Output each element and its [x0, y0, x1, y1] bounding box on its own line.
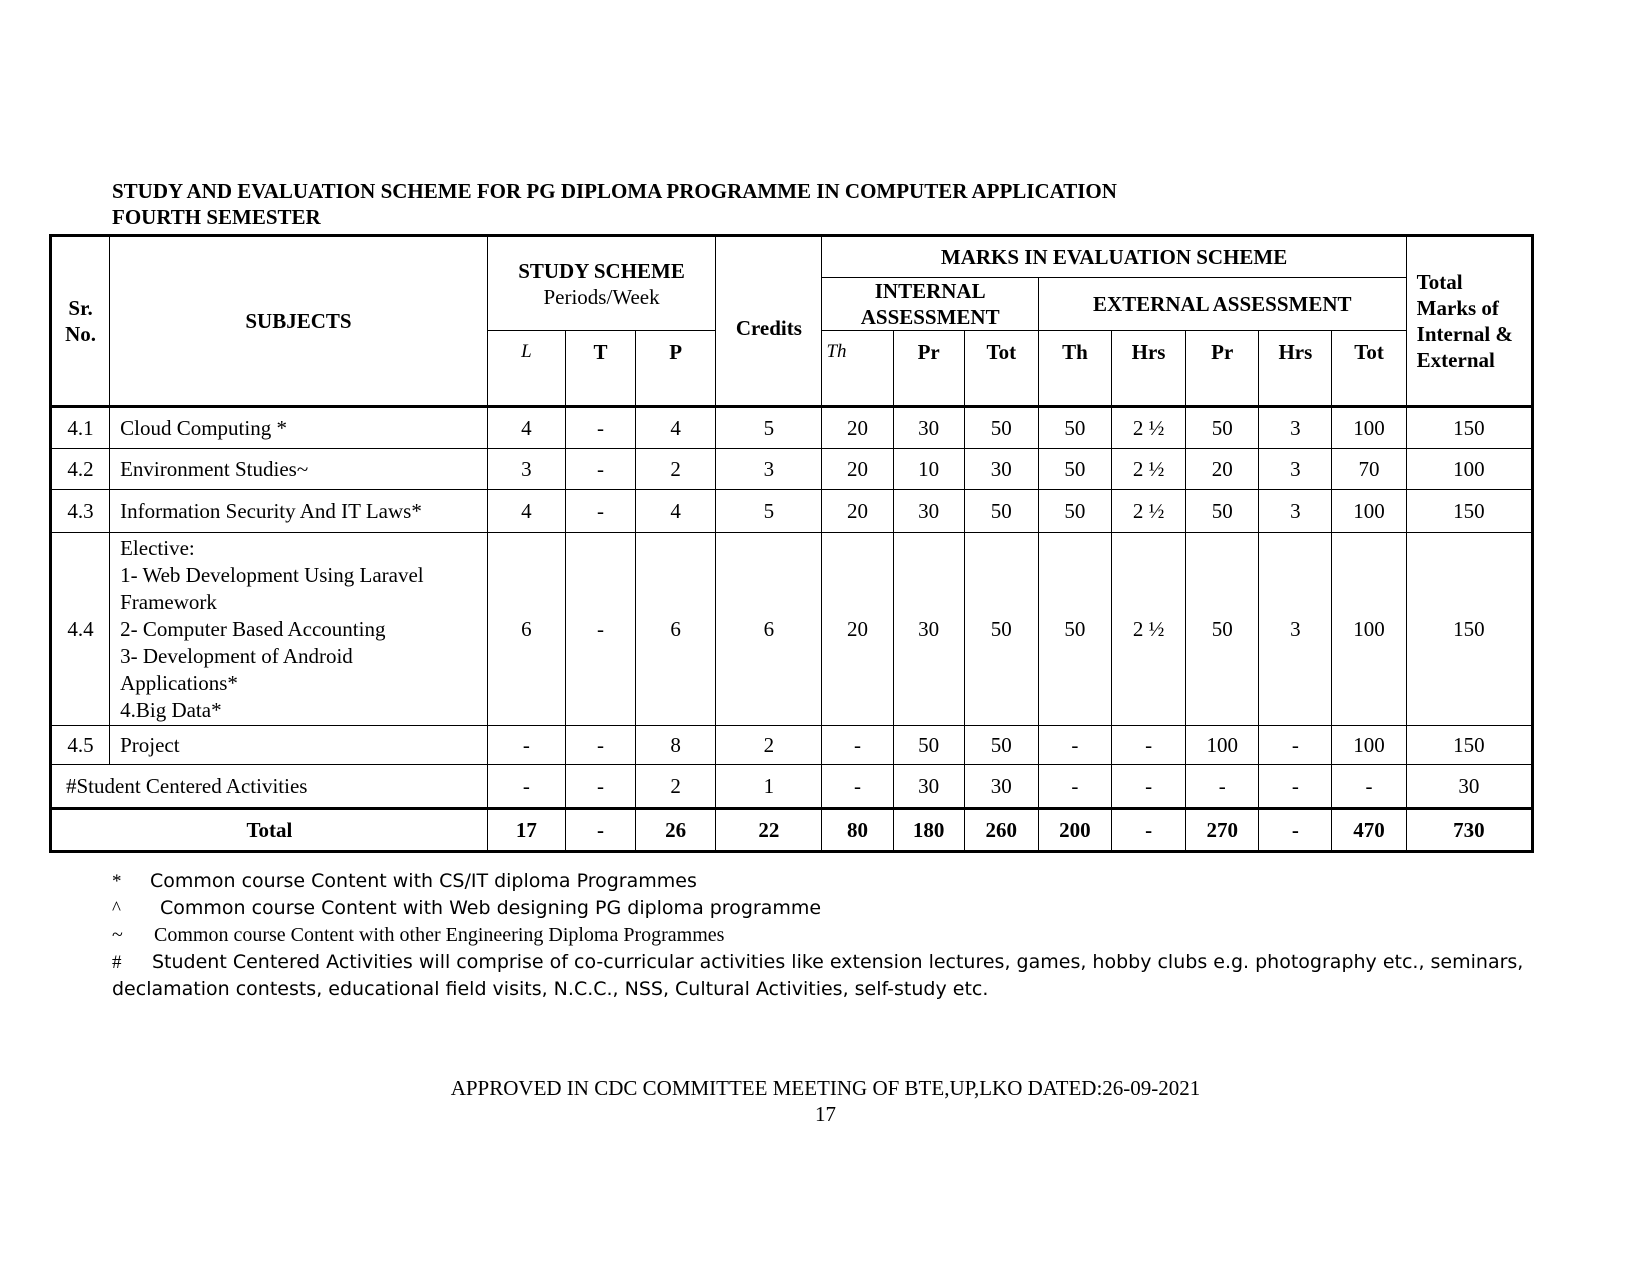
cell-ext-hrs-1: 2 ½ — [1112, 449, 1186, 490]
cell-p: 6 — [636, 533, 716, 726]
study-scheme-label: STUDY SCHEME — [518, 258, 685, 283]
cell-t: - — [565, 407, 635, 449]
cell-ext-pr: 100 — [1186, 726, 1259, 765]
total-int-pr: 180 — [893, 809, 964, 852]
cell-ext-hrs-1: 2 ½ — [1112, 533, 1186, 726]
cell-int-pr: 10 — [893, 449, 964, 490]
header-marks: MARKS IN EVALUATION SCHEME — [822, 236, 1406, 278]
elective-line: Framework — [120, 590, 217, 614]
header-study-scheme — [487, 236, 715, 331]
evaluation-scheme-table — [49, 234, 1534, 853]
periods-week-label: Periods/Week — [543, 284, 660, 309]
footnote-continuation: declamation contests, educational field visits, N.C.C., NSS, Cultural Activities, self-study etc. — [112, 978, 989, 1000]
cell-total: 150 — [1406, 726, 1532, 765]
cell-int-pr: 30 — [893, 533, 964, 726]
cell-ext-tot: 100 — [1332, 407, 1406, 449]
table-row — [51, 449, 1533, 490]
cell-sr: 4.3 — [51, 490, 110, 533]
total-ext-hrs-2: - — [1259, 809, 1332, 852]
cell-ext-th: 50 — [1038, 449, 1111, 490]
footnote — [112, 922, 1592, 949]
total-ext-tot: 470 — [1332, 809, 1406, 852]
header-ext-hrs-2: Hrs — [1259, 331, 1332, 407]
elective-line: 2- Computer Based Accounting — [120, 617, 386, 641]
cell-subject: Cloud Computing * — [110, 407, 488, 449]
cell-ext-hrs-2: 3 — [1259, 490, 1332, 533]
cell-ext-hrs-1: 2 ½ — [1112, 490, 1186, 533]
cell-int-th: 20 — [822, 407, 893, 449]
table-row — [51, 490, 1533, 533]
total-marks: 730 — [1406, 809, 1532, 852]
cell-ext-th: 50 — [1038, 490, 1111, 533]
cell-l: 6 — [487, 533, 565, 726]
header-t: T — [565, 331, 635, 407]
cell-int-tot: 50 — [964, 490, 1038, 533]
cell-ext-tot: 100 — [1332, 533, 1406, 726]
header-external: EXTERNAL ASSESSMENT — [1038, 278, 1406, 331]
cell-ext-hrs-2: - — [1259, 765, 1332, 809]
cell-ext-pr: - — [1186, 765, 1259, 809]
footnote-text: Student Centered Activities will comprise of co-curricular activities like extension lectures, games, hobby clubs e.g. photography etc., seminars, — [152, 951, 1524, 973]
cell-int-tot: 50 — [964, 533, 1038, 726]
cell-total: 150 — [1406, 490, 1532, 533]
total-ext-pr: 270 — [1186, 809, 1259, 852]
header-ext-th: Th — [1038, 331, 1111, 407]
total-l: 17 — [487, 809, 565, 852]
cell-ext-hrs-1: - — [1112, 726, 1186, 765]
cell-p: 4 — [636, 407, 716, 449]
table-row — [51, 726, 1533, 765]
header-internal: INTERNAL ASSESSMENT — [822, 278, 1038, 331]
cell-ext-hrs-2: - — [1259, 726, 1332, 765]
total-ext-hrs-1: - — [1112, 809, 1186, 852]
footnote — [112, 895, 1592, 922]
header-credits: Credits — [716, 236, 822, 407]
footnote-symbol: # — [112, 952, 122, 973]
header-int-tot: Tot — [964, 331, 1038, 407]
cell-ext-th: 50 — [1038, 533, 1111, 726]
cell-ext-pr: 50 — [1186, 407, 1259, 449]
elective-line: 4.Big Data* — [120, 698, 222, 722]
table-row — [51, 765, 1533, 809]
footnote-text: Common course Content with Web designing PG diploma programme — [160, 897, 822, 919]
header-total-marks: Total Marks of Internal & External — [1406, 236, 1532, 407]
cell-t: - — [565, 765, 635, 809]
cell-credits: 6 — [716, 533, 822, 726]
cell-ext-pr: 50 — [1186, 533, 1259, 726]
header-ext-hrs-1: Hrs — [1112, 331, 1186, 407]
cell-ext-th: 50 — [1038, 407, 1111, 449]
cell-ext-th: - — [1038, 726, 1111, 765]
cell-sr: 4.2 — [51, 449, 110, 490]
cell-ext-hrs-1: - — [1112, 765, 1186, 809]
cell-ext-hrs-2: 3 — [1259, 533, 1332, 726]
cell-ext-tot: 70 — [1332, 449, 1406, 490]
cell-credits: 5 — [716, 407, 822, 449]
header-l: L — [487, 331, 565, 407]
cell-p: 8 — [636, 726, 716, 765]
cell-total: 150 — [1406, 407, 1532, 449]
approval-note: APPROVED IN CDC COMMITTEE MEETING OF BTE,UP,LKO DATED:26-09-2021 — [450, 1076, 1201, 1100]
cell-total: 100 — [1406, 449, 1532, 490]
cell-int-tot: 50 — [964, 726, 1038, 765]
cell-ext-hrs-1: 2 ½ — [1112, 407, 1186, 449]
cell-int-th: - — [822, 765, 893, 809]
cell-t: - — [565, 726, 635, 765]
cell-subject: Environment Studies~ — [110, 449, 488, 490]
footnote-text: Common course Content with CS/IT diploma Programmes — [150, 870, 697, 892]
total-credits: 22 — [716, 809, 822, 852]
table-row — [51, 533, 1533, 726]
cell-int-tot: 30 — [964, 765, 1038, 809]
cell-sr: 4.4 — [51, 533, 110, 726]
cell-int-pr: 50 — [893, 726, 964, 765]
cell-p: 2 — [636, 765, 716, 809]
cell-ext-hrs-2: 3 — [1259, 407, 1332, 449]
total-row — [51, 809, 1533, 852]
title-line-1: STUDY AND EVALUATION SCHEME FOR PG DIPLOMA PROGRAMME IN COMPUTER APPLICATION — [112, 179, 1117, 203]
cell-int-th: 20 — [822, 490, 893, 533]
cell-l: 4 — [487, 407, 565, 449]
footnote-symbol: * — [112, 871, 122, 892]
elective-line: 3- Development of Android — [120, 644, 353, 668]
header-int-th: Th — [822, 331, 893, 407]
elective-line: Applications* — [120, 671, 238, 695]
header-ext-pr: Pr — [1186, 331, 1259, 407]
total-int-th: 80 — [822, 809, 893, 852]
cell-ext-tot: 100 — [1332, 490, 1406, 533]
cell-l: - — [487, 765, 565, 809]
cell-ext-pr: 50 — [1186, 490, 1259, 533]
cell-int-th: 20 — [822, 533, 893, 726]
page-number: 17 — [815, 1102, 836, 1126]
title-line-2: FOURTH SEMESTER — [112, 205, 321, 229]
total-t: - — [565, 809, 635, 852]
elective-line: 1- Web Development Using Laravel — [120, 563, 424, 587]
cell-subject: Project — [110, 726, 488, 765]
cell-credits: 5 — [716, 490, 822, 533]
cell-p: 2 — [636, 449, 716, 490]
table-row — [51, 407, 1533, 449]
cell-total: 30 — [1406, 765, 1532, 809]
cell-subject-activities: #Student Centered Activities — [51, 765, 488, 809]
total-ext-th: 200 — [1038, 809, 1111, 852]
header-ext-tot: Tot — [1332, 331, 1406, 407]
cell-t: - — [565, 449, 635, 490]
cell-credits: 1 — [716, 765, 822, 809]
header-p: P — [636, 331, 716, 407]
cell-p: 4 — [636, 490, 716, 533]
cell-int-th: - — [822, 726, 893, 765]
cell-int-tot: 50 — [964, 407, 1038, 449]
cell-subject-elective — [110, 533, 488, 726]
cell-int-pr: 30 — [893, 490, 964, 533]
cell-subject: Information Security And IT Laws* — [110, 490, 488, 533]
cell-ext-tot: 100 — [1332, 726, 1406, 765]
cell-int-pr: 30 — [893, 765, 964, 809]
cell-l: - — [487, 726, 565, 765]
cell-ext-pr: 20 — [1186, 449, 1259, 490]
header-subjects: SUBJECTS — [110, 236, 488, 407]
header-sr-no: Sr. No. — [51, 236, 110, 407]
cell-t: - — [565, 490, 635, 533]
cell-credits: 2 — [716, 726, 822, 765]
document-title — [112, 178, 1117, 230]
footnote-text: Common course Content with other Engineering Diploma Programmes — [154, 924, 725, 946]
cell-ext-th: - — [1038, 765, 1111, 809]
cell-int-th: 20 — [822, 449, 893, 490]
cell-l: 3 — [487, 449, 565, 490]
cell-ext-hrs-2: 3 — [1259, 449, 1332, 490]
total-p: 26 — [636, 809, 716, 852]
cell-l: 4 — [487, 490, 565, 533]
cell-ext-tot: - — [1332, 765, 1406, 809]
elective-line: Elective: — [120, 536, 195, 560]
footnotes — [112, 868, 1592, 1003]
footnote — [112, 949, 1592, 976]
cell-total: 150 — [1406, 533, 1532, 726]
cell-credits: 3 — [716, 449, 822, 490]
total-int-tot: 260 — [964, 809, 1038, 852]
header-int-pr: Pr — [893, 331, 964, 407]
cell-int-tot: 30 — [964, 449, 1038, 490]
total-label: Total — [51, 809, 488, 852]
cell-int-pr: 30 — [893, 407, 964, 449]
cell-sr: 4.5 — [51, 726, 110, 765]
footnote-symbol: ^ — [112, 898, 121, 919]
footnote — [112, 868, 1592, 895]
footnote-symbol: ~ — [112, 924, 123, 946]
cell-t: - — [565, 533, 635, 726]
cell-sr: 4.1 — [51, 407, 110, 449]
